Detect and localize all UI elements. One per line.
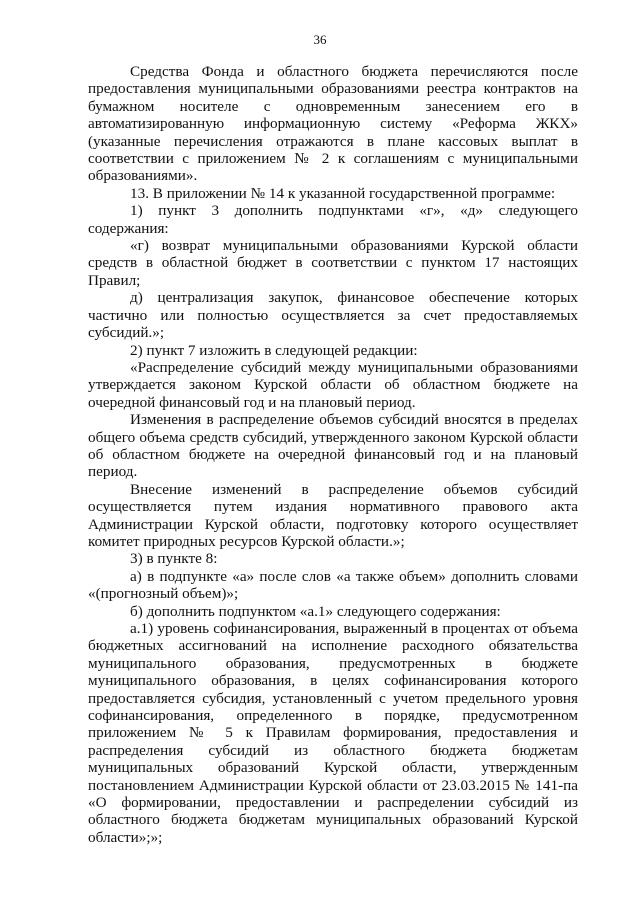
paragraph-item-13: 13. В приложении № 14 к указанной государственной программе: xyxy=(130,184,556,202)
paragraph-introduction: Внесение изменений в распределение объемов субсидий осуществляется путем издания нормативного правового акта Администрации Курской области, подготовку которого осуществляет комитет природных ресурсов Курской области.»; xyxy=(88,480,578,550)
body-text xyxy=(88,63,578,846)
paragraph-changes: Изменения в распределение объемов субсидий вносятся в пределах общего объема средств субсидий, утвержденного законом Курской области об областном бюджете на очередной финансовый год и на плановый период. xyxy=(88,411,578,481)
paragraph-subpoint-a1: а.1) уровень софинансирования, выраженный в процентах от объема бюджетных ассигнований на исполнение расходного обязательства муниципального образования, предусмотренных в бюджете муниципального образования, в целях софинансирования которого предоставляется субсидия, установленный с учетом предельного уровня софинансирования, определенного в порядке, предусмотренном приложением № 5 к Правилам формирования, предоставления и распределения субсидий из областного бюджета бюджетам муниципальных образований Курской области, утвержденным постановлением Администрации Курской области от 23.03.2015 № 141-па «О формировании, предоставлении и распределении субсидий из областного бюджета бюджетам муниципальных образований Курской области»;»; xyxy=(88,620,578,846)
paragraph-funds-transfer: Средства Фонда и областного бюджета перечисляются после предоставления муниципальными образованиями реестра контрактов на бумажном носителе с одновременным занесением его в автоматизированную информационную систему «Реформа ЖКХ» (указанные перечисления отражаются в плане кассовых выплат в соответствии с приложением № 2 к соглашениям с муниципальными образованиями». xyxy=(88,63,578,185)
paragraph-subpoint-g: «г) возврат муниципальными образованиями Курской области средств в областной бюджет в соответствии с пунктом 17 настоящих Правил; xyxy=(88,237,578,289)
paragraph-distribution: «Распределение субсидий между муниципальными образованиями утверждается законом Курской области об областном бюджете на очередной финансовый год и на плановый период. xyxy=(88,358,578,411)
paragraph-subpoint-b: б) дополнить подпунктом «а.1» следующего содержания: xyxy=(130,602,501,620)
paragraph-point-3: 1) пункт 3 дополнить подпунктами «г», «д» следующего содержания: xyxy=(88,202,578,237)
paragraph-point-7: 2) пункт 7 изложить в следующей редакции: xyxy=(130,341,418,359)
paragraph-point-8: 3) в пункте 8: xyxy=(130,550,218,568)
paragraph-subpoint-a: а) в подпункте «а» после слов «а также объем» дополнить словами «(прогнозный объем)»; xyxy=(88,567,578,603)
page-number: 36 xyxy=(313,32,327,47)
paragraph-subpoint-d: д) централизация закупок, финансовое обеспечение которых частично или полностью осуществляется за счет предоставляемых субсидий.»; xyxy=(88,289,578,342)
